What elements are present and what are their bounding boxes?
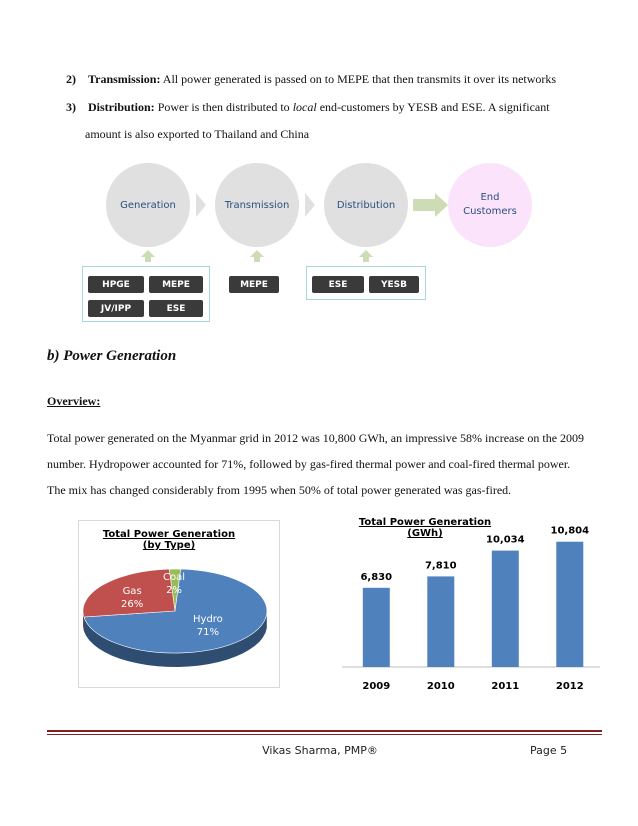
- end-label-line2: Customers: [463, 206, 517, 217]
- entity-box: ESE: [312, 276, 364, 293]
- arrow-up-icon: [250, 250, 264, 257]
- bar-2011: [492, 551, 519, 667]
- slice-name: Hydro: [193, 614, 223, 625]
- entity-box: MEPE: [229, 276, 279, 293]
- entity-box: ESE: [149, 300, 203, 317]
- list-item-distribution: [66, 99, 586, 115]
- bar-chart: [340, 514, 602, 700]
- entity-box: JV/IPP: [88, 300, 144, 317]
- chevron-right-icon: [305, 193, 315, 217]
- overview-label: Overview:: [47, 394, 101, 408]
- pie-chart: [78, 520, 280, 688]
- footer-rule: [47, 730, 602, 732]
- chevron-right-icon: [196, 193, 206, 217]
- arrow-up-icon: [359, 250, 373, 257]
- chart-title-line1: Total Power Generation: [102, 529, 236, 540]
- list-number: 3): [66, 100, 76, 114]
- page-number: Page 5: [530, 744, 568, 757]
- entity-box: YESB: [369, 276, 419, 293]
- x-tick-label: 2012: [555, 681, 584, 692]
- stage-end-customers: [448, 163, 532, 247]
- slice-name: Gas: [122, 586, 142, 597]
- footer-author: Vikas Sharma, PMP®: [262, 744, 378, 757]
- chart-title-line2: (GWh): [407, 528, 443, 539]
- slice-value: 26%: [121, 599, 144, 610]
- list-text: All power generated is passed on to MEPE that then transmits it over its networks: [160, 72, 557, 86]
- chart-title-line2: (by Type): [142, 540, 196, 551]
- paragraph-line: Total power generated on the Myanmar grid in 2012 was 10,800 GWh, an impressive 58% increase on the 2009: [47, 431, 585, 445]
- bar-2010: [427, 576, 454, 667]
- slice-label-hydro: [193, 613, 223, 639]
- paragraph-line: The mix has changed considerably from 1995 when 50% of total power generated was gas-fired.: [47, 483, 512, 497]
- slice-value: 2%: [166, 585, 182, 596]
- x-tick-label: 2009: [362, 681, 391, 692]
- end-label-line1: End: [480, 192, 500, 203]
- list-item-transmission: [66, 71, 586, 87]
- data-label: 7,810: [424, 560, 457, 572]
- entity-box: HPGE: [88, 276, 144, 293]
- chart-title-line1: Total Power Generation: [358, 517, 492, 528]
- arrow-up-icon: [141, 250, 155, 257]
- slice-name: Coal: [163, 572, 186, 583]
- x-tick-label: 2010: [426, 681, 455, 692]
- data-label: 10,804: [550, 525, 590, 537]
- bar-2009: [363, 588, 390, 667]
- stage-transmission: Transmission: [215, 163, 299, 247]
- list-label: Transmission:: [88, 72, 161, 86]
- x-tick-label: 2011: [491, 681, 520, 692]
- footer-rule: [47, 734, 602, 735]
- slice-label-coal: [163, 571, 185, 597]
- slice-label-gas: [121, 585, 143, 611]
- arrow-right-icon: [413, 192, 449, 218]
- stage-distribution: Distribution: [324, 163, 408, 247]
- bar-plot: [340, 514, 602, 700]
- data-label: 6,830: [360, 571, 393, 583]
- slice-value: 71%: [196, 627, 220, 638]
- chart-title: [89, 529, 249, 551]
- list-text: Power is then distributed to: [154, 100, 293, 114]
- paragraph-line: number. Hydropower accounted for 71%, followed by gas-fired thermal power and coal-fired thermal power.: [47, 457, 571, 471]
- list-text: end-customers by YESB and ESE. A significant: [316, 100, 550, 114]
- list-number: 2): [66, 72, 76, 86]
- list-text-emphasis: local: [292, 100, 317, 114]
- data-label: 10,034: [486, 534, 525, 546]
- bar-2012: [556, 542, 583, 667]
- list-label: Distribution:: [88, 100, 155, 114]
- list-continuation: amount is also exported to Thailand and China: [85, 127, 310, 141]
- stage-generation: Generation: [106, 163, 190, 247]
- entity-box: MEPE: [149, 276, 203, 293]
- section-heading: b) Power Generation: [47, 348, 177, 364]
